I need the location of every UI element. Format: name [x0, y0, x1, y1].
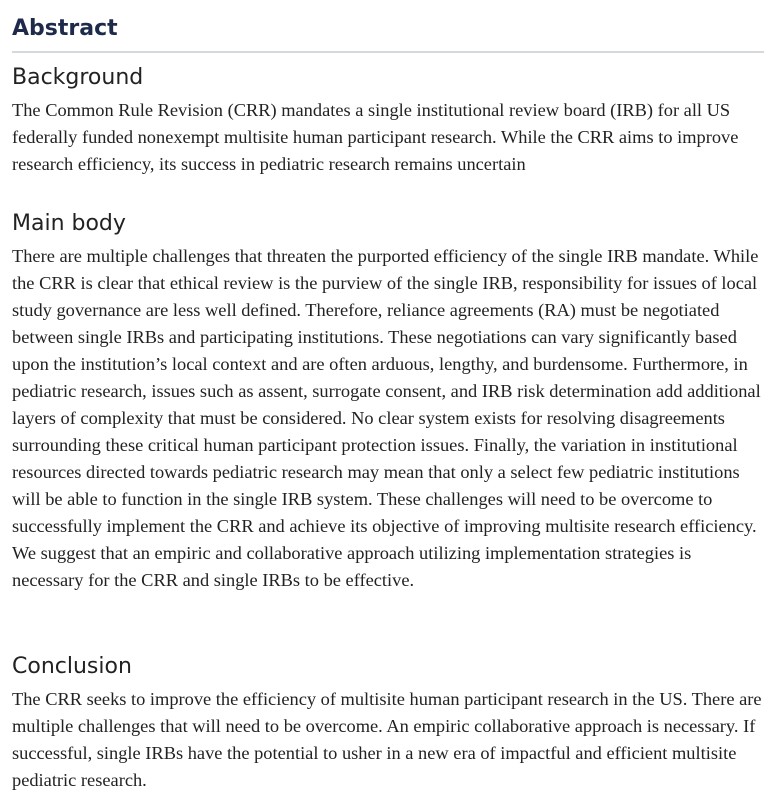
section-main-body — [12, 209, 764, 594]
section-conclusion — [12, 652, 764, 794]
abstract-divider — [12, 51, 764, 53]
section-heading-main-body: Main body — [12, 211, 126, 236]
section-background — [12, 63, 764, 178]
abstract-container — [12, 0, 764, 790]
section-text-background: The Common Rule Revision (CRR) mandates a single institutional review board (IRB) for all US federally funded nonexempt multisite human participant research. While the CRR aims to improve research efficiency, its success in pediatric research remains uncertain — [12, 100, 739, 174]
abstract-title: Abstract — [12, 16, 118, 41]
section-heading-conclusion: Conclusion — [12, 654, 132, 679]
section-heading-background: Background — [12, 65, 144, 90]
section-text-main-body: There are multiple challenges that threaten the purported efficiency of the single IRB mandate. While the CRR is clear that ethical review is the purview of the single IRB, responsibility for issues of local study governance are less well defined. Therefore, reliance agreements (RA) must be negotiated between single IRBs and participating institutions. These negotiations can vary significantly based upon the institution’s local context and are often arduous, lengthy, and burdensome. Furthermore, in pediatric research, issues such as assent, surrogate consent, and IRB risk determination add additional layers of complexity that must be considered. No clear system exists for resolving disagreements surrounding these critical human participant protection issues. Finally, the variation in institutional resources directed towards pediatric research may mean that only a select few pediatric institutions will be able to function in the single IRB system. These challenges will need to be overcome to successfully implement the CRR and achieve its objective of improving multisite research efficiency. We suggest that an empiric and collaborative approach utilizing implementation strategies is necessary for the CRR and single IRBs to be effective. — [12, 246, 761, 590]
section-text-conclusion: The CRR seeks to improve the efficiency of multisite human participant research in the US. There are multiple challenges that will need to be overcome. An empiric collaborative approach is necessary. If successful, single IRBs have the potential to usher in a new era of impactful and efficient multisite pediatric research. — [12, 689, 762, 790]
